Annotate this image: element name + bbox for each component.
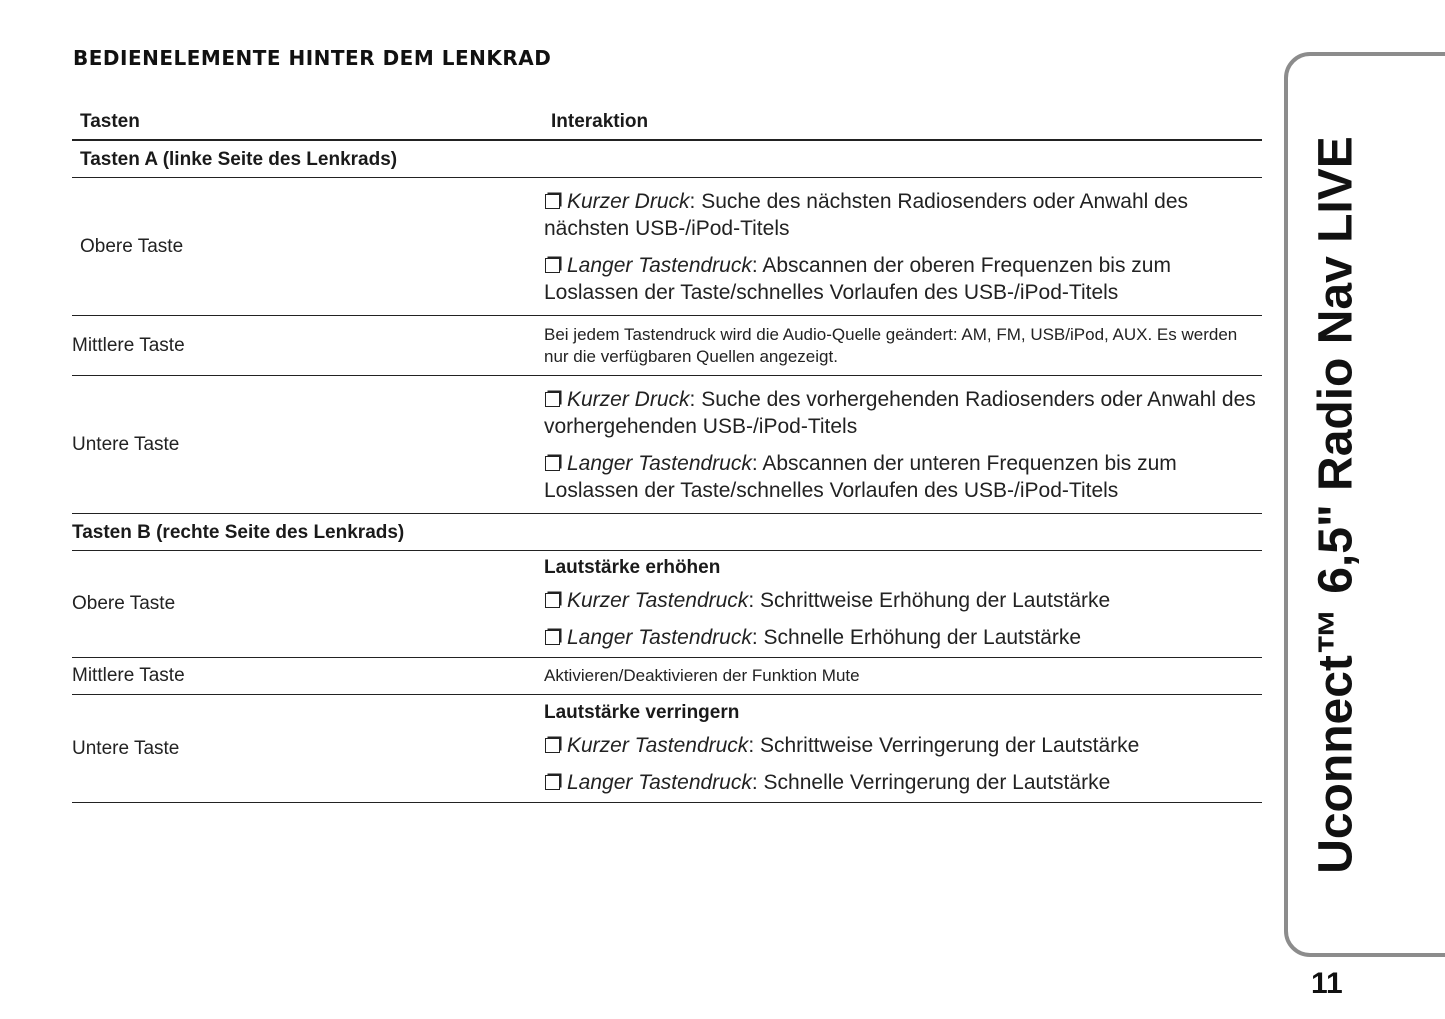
- button-label: Obere Taste: [72, 593, 176, 614]
- interaction-cell: [544, 188, 1262, 306]
- bullet-short-press: Kurzer Druck: Suche des vorhergehenden Radiosenders oder Anwahl des vorhergehenden USB-/iPod-Titels: [544, 387, 1256, 438]
- page-heading: BEDIENELEMENTE HINTER DEM LENKRAD: [73, 46, 552, 70]
- checkbox-bullet-icon: [545, 258, 560, 273]
- subheading: Lautstärke erhöhen: [544, 557, 721, 578]
- table-row-b-middle: [72, 658, 1262, 695]
- table-row-a-upper: [72, 178, 1262, 316]
- bullet-long-press: Langer Tastendruck: Abscannen der unteren Frequenzen bis zum Loslassen der Taste/schnelles Vorlaufen des USB-/iPod-Titels: [544, 451, 1177, 502]
- section-a-label: Tasten A (linke Seite des Lenkrads): [80, 149, 398, 170]
- controls-table: [72, 104, 1262, 803]
- section-header-b: [72, 514, 1262, 551]
- column-header-tasten: Tasten: [80, 111, 140, 132]
- table-header: [72, 104, 1262, 141]
- interaction-cell: [544, 557, 1262, 651]
- bullet-long-press: Langer Tastendruck: Schnelle Erhöhung der Lautstärke: [544, 624, 1262, 651]
- table-row-b-upper: [72, 551, 1262, 658]
- section-b-label: Tasten B (rechte Seite des Lenkrads): [72, 522, 405, 543]
- checkbox-bullet-icon: [545, 392, 560, 407]
- interaction-cell: Bei jedem Tastendruck wird die Audio-Quelle geändert: AM, FM, USB/iPod, AUX. Es werden nur die verfügbaren Quellen angezeigt.: [544, 324, 1238, 366]
- interaction-cell: Aktivieren/Deaktivieren der Funktion Mute: [544, 666, 860, 685]
- interaction-cell: [544, 702, 1262, 796]
- table-row-b-lower: [72, 695, 1262, 803]
- button-label: Untere Taste: [72, 737, 180, 759]
- bullet-short-press: Kurzer Tastendruck: Schrittweise Verringerung der Lautstärke: [544, 732, 1262, 759]
- chapter-title: Uconnect™ 6,5" Radio Nav LIVE: [1309, 136, 1363, 874]
- button-label: Mittlere Taste: [72, 665, 185, 686]
- checkbox-bullet-icon: [545, 738, 560, 753]
- section-header-a: [72, 141, 1262, 178]
- table-row-a-lower: [72, 376, 1262, 514]
- checkbox-bullet-icon: [545, 194, 560, 209]
- table-row-a-middle: [72, 316, 1262, 376]
- bullet-long-press: Langer Tastendruck: Abscannen der oberen Frequenzen bis zum Loslassen der Taste/schnelles Vorlaufen des USB-/iPod-Titels: [544, 253, 1171, 304]
- column-header-interaktion: Interaktion: [551, 111, 649, 132]
- page-number: 11: [1311, 967, 1343, 1000]
- bullet-short-press: Kurzer Druck: Suche des nächsten Radiosenders oder Anwahl des nächsten USB-/iPod-Titels: [544, 189, 1189, 240]
- checkbox-bullet-icon: [545, 456, 560, 471]
- bullet-short-press: Kurzer Tastendruck: Schrittweise Erhöhung der Lautstärke: [544, 587, 1262, 614]
- bullet-long-press: Langer Tastendruck: Schnelle Verringerung der Lautstärke: [544, 769, 1262, 796]
- interaction-cell: [544, 386, 1262, 504]
- checkbox-bullet-icon: [545, 775, 560, 790]
- button-label: Mittlere Taste: [72, 334, 185, 356]
- button-label: Obere Taste: [80, 235, 184, 257]
- subheading: Lautstärke verringern: [544, 701, 740, 723]
- checkbox-bullet-icon: [545, 630, 560, 645]
- button-label: Untere Taste: [72, 433, 180, 455]
- checkbox-bullet-icon: [545, 593, 560, 608]
